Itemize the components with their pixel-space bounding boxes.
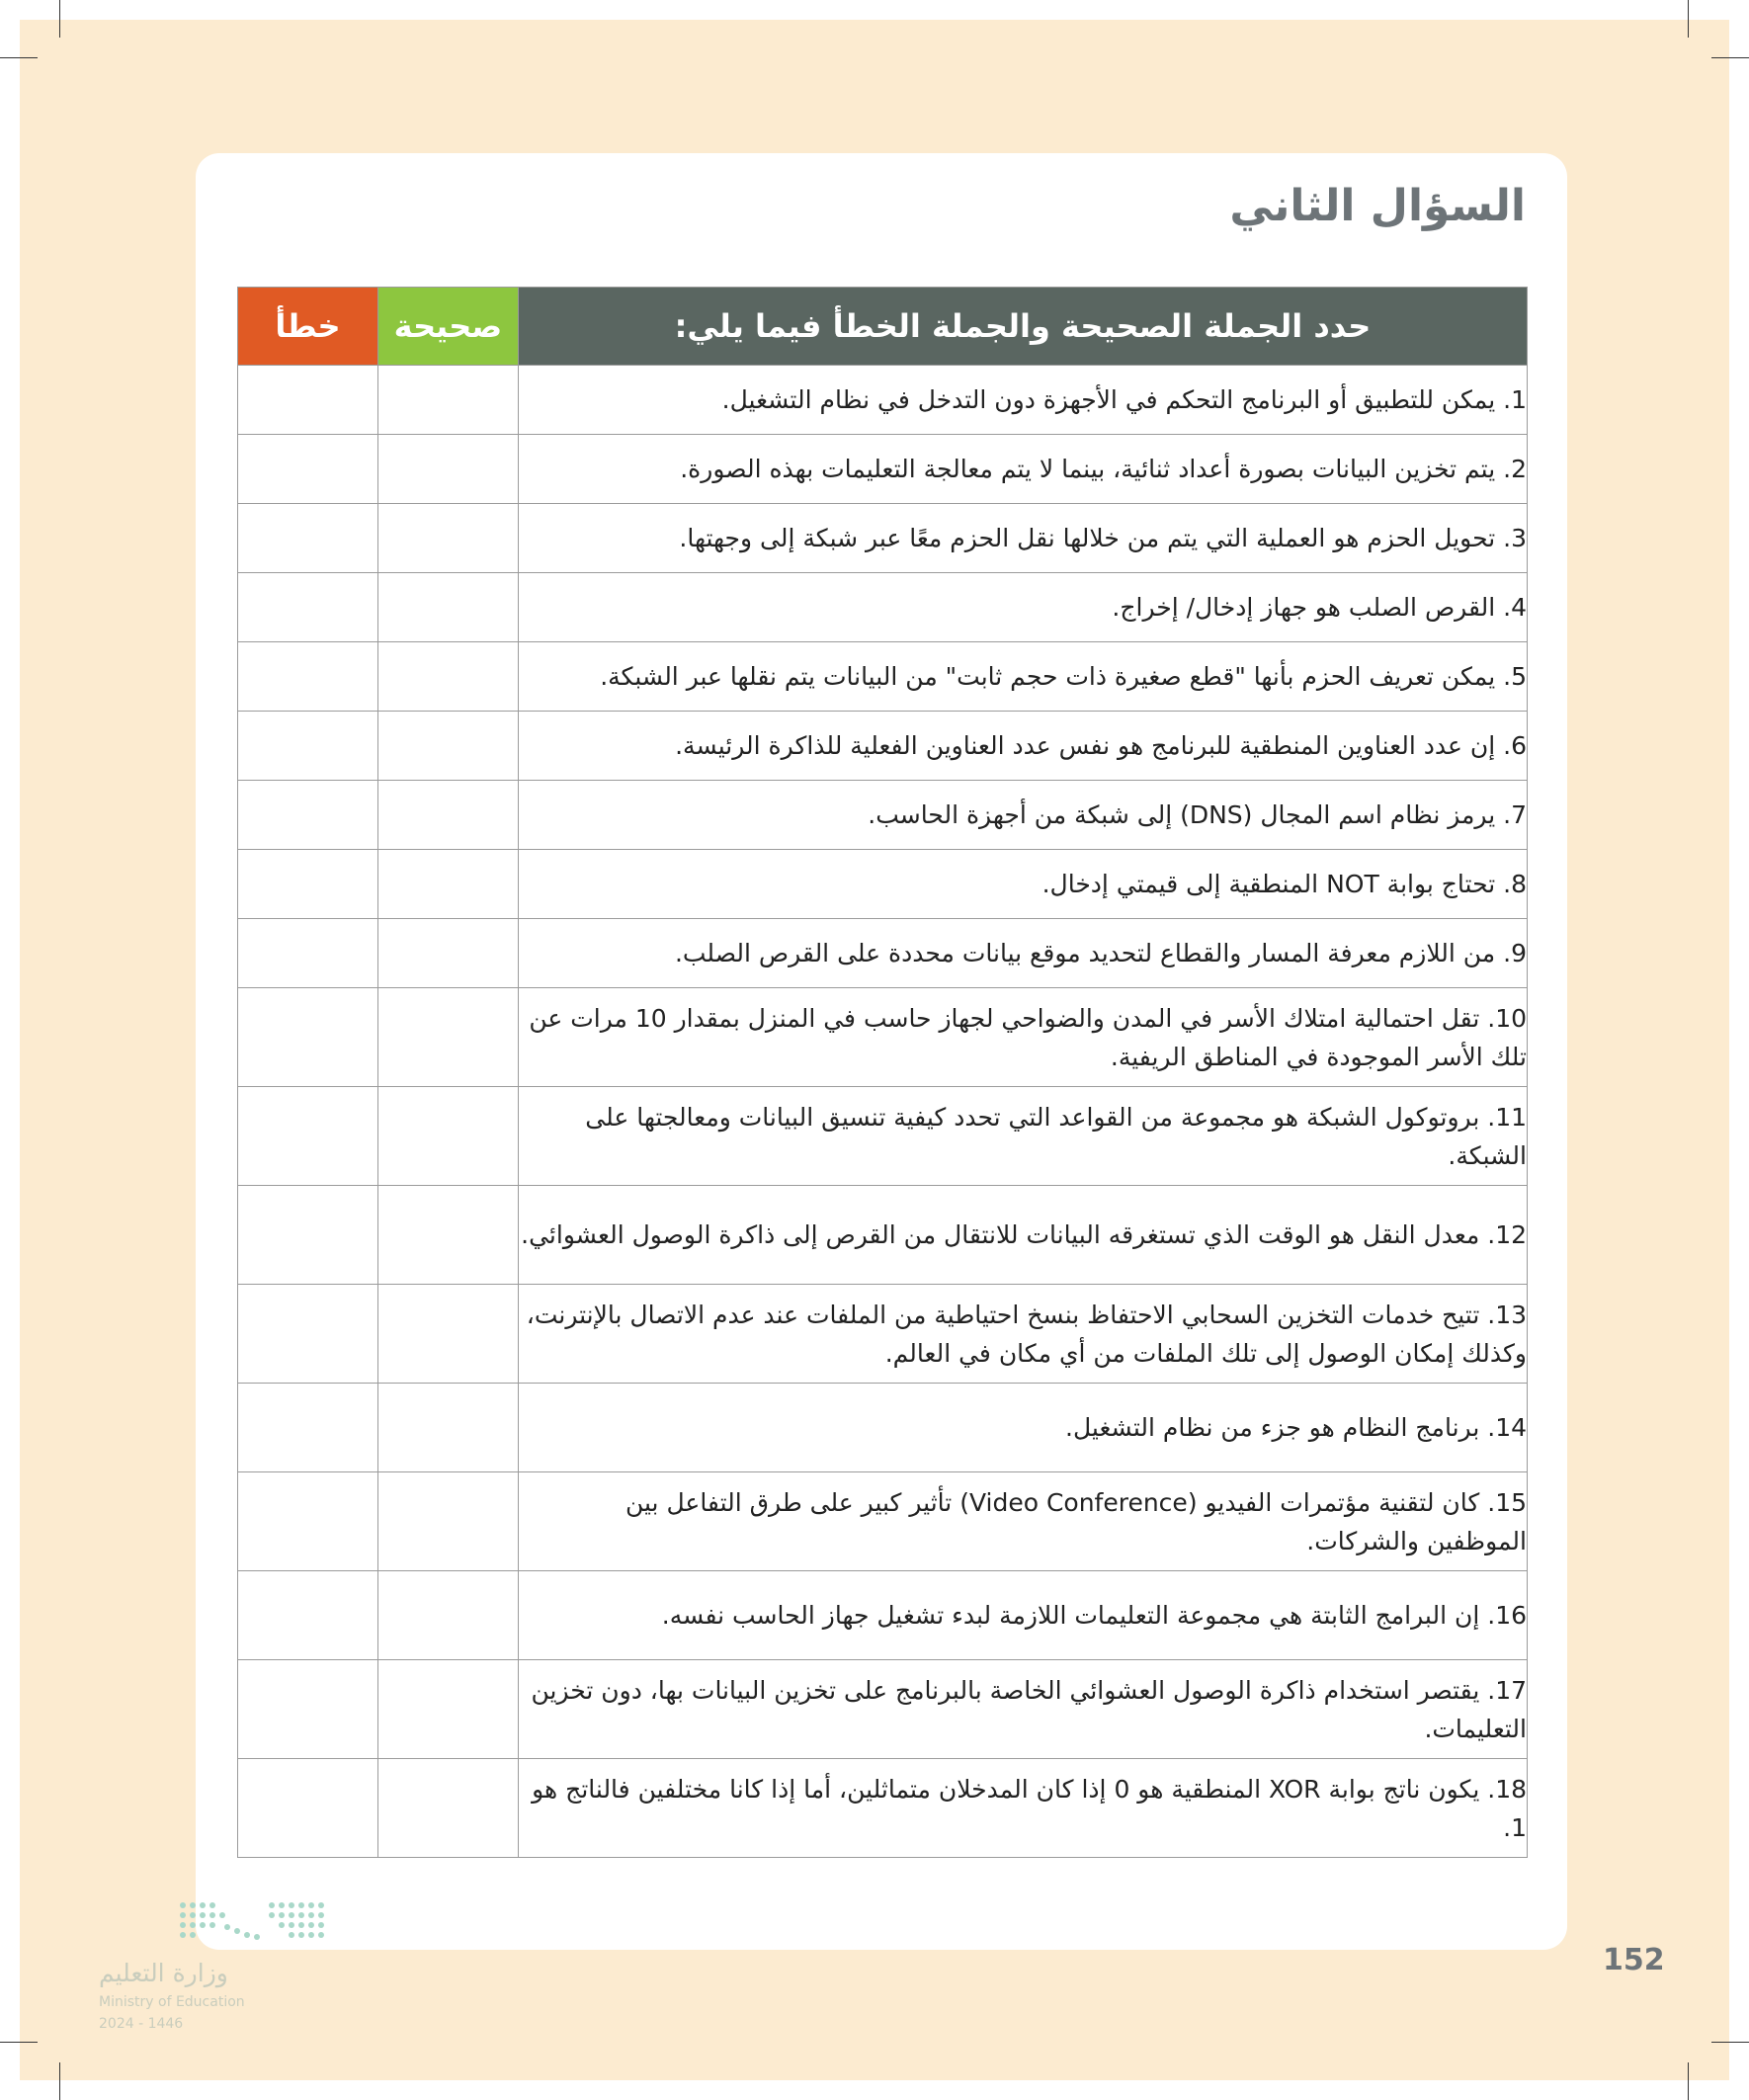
true-answer-box[interactable] xyxy=(377,366,518,435)
question-number: 3. xyxy=(1503,524,1527,552)
true-answer-box[interactable] xyxy=(377,504,518,573)
crop-mark xyxy=(1711,57,1749,58)
crop-mark xyxy=(59,2062,60,2100)
question-cell xyxy=(518,504,1527,573)
true-answer-box[interactable] xyxy=(377,1660,518,1759)
question-text: تحتاج بوابة NOT المنطقية إلى قيمتي إدخال. xyxy=(1041,870,1496,898)
question-cell xyxy=(518,1660,1527,1759)
question-number: 9. xyxy=(1503,939,1527,967)
table-row xyxy=(238,642,1528,712)
false-answer-box[interactable] xyxy=(238,712,378,781)
question-text: إن البرامج الثابتة هي مجموعة التعليمات اللازمة لبدء تشغيل جهاز الحاسب نفسه. xyxy=(661,1601,1480,1630)
question-cell xyxy=(518,1186,1527,1285)
table-row xyxy=(238,850,1528,919)
false-answer-box[interactable] xyxy=(238,1759,378,1858)
false-answer-box[interactable] xyxy=(238,504,378,573)
question-text: كان لتقنية مؤتمرات الفيديو (Video Conference) تأثير كبير على طرق التفاعل بين الموظفين والشركات. xyxy=(625,1487,1527,1555)
logo-year-text: 2024 - 1446 xyxy=(99,2016,184,2032)
question-cell xyxy=(518,988,1527,1087)
table-row xyxy=(238,712,1528,781)
true-answer-box[interactable] xyxy=(377,1186,518,1285)
crop-mark xyxy=(1711,2042,1749,2043)
section-title: السؤال الثاني xyxy=(1229,181,1526,231)
false-answer-box[interactable] xyxy=(238,781,378,850)
question-text: يرمز نظام اسم المجال (DNS) إلى شبكة من أجهزة الحاسب. xyxy=(868,800,1496,829)
question-text: بروتوكول الشبكة هو مجموعة من القواعد التي تحدد كيفية تنسيق البيانات ومعالجتها على الشبكة. xyxy=(585,1102,1527,1170)
true-answer-box[interactable] xyxy=(377,1384,518,1472)
table-row xyxy=(238,435,1528,504)
true-answer-box[interactable] xyxy=(377,642,518,712)
table-row xyxy=(238,988,1528,1087)
false-answer-box[interactable] xyxy=(238,988,378,1087)
true-answer-box[interactable] xyxy=(377,850,518,919)
question-number: 7. xyxy=(1503,800,1527,829)
table-row xyxy=(238,504,1528,573)
table-row xyxy=(238,1285,1528,1384)
question-number: 13. xyxy=(1487,1300,1527,1329)
question-cell xyxy=(518,850,1527,919)
question-text: برنامج النظام هو جزء من نظام التشغيل. xyxy=(1065,1413,1480,1442)
table-row xyxy=(238,573,1528,642)
true-answer-box[interactable] xyxy=(377,1759,518,1858)
crop-mark xyxy=(0,57,38,58)
crop-mark xyxy=(1688,2062,1689,2100)
crop-mark xyxy=(1688,0,1689,38)
false-answer-box[interactable] xyxy=(238,1571,378,1660)
question-number: 8. xyxy=(1503,870,1527,898)
table-row xyxy=(238,1186,1528,1285)
table-row xyxy=(238,781,1528,850)
false-answer-box[interactable] xyxy=(238,1186,378,1285)
question-text: من اللازم معرفة المسار والقطاع لتحديد موقع بيانات محددة على القرص الصلب. xyxy=(674,939,1496,967)
true-answer-box[interactable] xyxy=(377,1472,518,1571)
header-false: خطأ xyxy=(238,288,378,366)
question-number: 4. xyxy=(1503,593,1527,622)
true-answer-box[interactable] xyxy=(377,573,518,642)
question-cell xyxy=(518,1384,1527,1472)
question-cell xyxy=(518,1472,1527,1571)
question-number: 17. xyxy=(1487,1675,1527,1705)
question-cell xyxy=(518,435,1527,504)
logo-dots-icon xyxy=(173,1897,331,1947)
question-number: 5. xyxy=(1503,662,1527,691)
question-number: 6. xyxy=(1503,731,1527,760)
table-row xyxy=(238,919,1528,988)
question-text: تحويل الحزم هو العملية التي يتم من خلالها نقل الحزم معًا عبر شبكة إلى وجهتها. xyxy=(679,524,1496,552)
question-text: يكون ناتج بوابة XOR المنطقية هو 0 إذا كان المدخلان متماثلين، أما إذا كانا مختلفين فالناتج هو 1. xyxy=(532,1774,1527,1842)
false-answer-box[interactable] xyxy=(238,1285,378,1384)
question-text: معدل النقل هو الوقت الذي تستغرقه البيانات للانتقال من القرص إلى ذاكرة الوصول العشوائي. xyxy=(521,1220,1480,1249)
question-text: تقل احتمالية امتلاك الأسر في المدن والضواحي لجهاز حاسب في المنزل بمقدار 10 مرات عن تلك الأسر الموجودة في المناطق الريفية. xyxy=(529,1003,1527,1071)
true-false-table xyxy=(237,287,1528,1858)
question-number: 18. xyxy=(1487,1774,1527,1804)
false-answer-box[interactable] xyxy=(238,1384,378,1472)
table-row xyxy=(238,1759,1528,1858)
question-cell xyxy=(518,712,1527,781)
question-number: 2. xyxy=(1503,455,1527,483)
false-answer-box[interactable] xyxy=(238,1472,378,1571)
header-question: حدد الجملة الصحيحة والجملة الخطأ فيما يلي: xyxy=(518,288,1527,366)
false-answer-box[interactable] xyxy=(238,366,378,435)
table-row xyxy=(238,366,1528,435)
question-cell xyxy=(518,1571,1527,1660)
true-answer-box[interactable] xyxy=(377,1087,518,1186)
false-answer-box[interactable] xyxy=(238,435,378,504)
question-cell xyxy=(518,1285,1527,1384)
table-row xyxy=(238,1660,1528,1759)
question-number: 14. xyxy=(1487,1413,1527,1442)
true-answer-box[interactable] xyxy=(377,988,518,1087)
question-cell xyxy=(518,781,1527,850)
logo-arabic-text: وزارة التعليم xyxy=(99,1959,228,1987)
table-row xyxy=(238,1087,1528,1186)
question-text: يمكن للتطبيق أو البرنامج التحكم في الأجهزة دون التدخل في نظام التشغيل. xyxy=(721,385,1496,414)
question-number: 15. xyxy=(1487,1487,1527,1517)
question-cell xyxy=(518,366,1527,435)
table-row xyxy=(238,1384,1528,1472)
false-answer-box[interactable] xyxy=(238,573,378,642)
crop-mark xyxy=(0,2042,38,2043)
table-row xyxy=(238,1571,1528,1660)
true-answer-box[interactable] xyxy=(377,1285,518,1384)
page-number: 152 xyxy=(1603,1943,1665,1977)
table-header-row xyxy=(238,288,1528,366)
true-answer-box[interactable] xyxy=(377,435,518,504)
question-cell xyxy=(518,919,1527,988)
false-answer-box[interactable] xyxy=(238,1087,378,1186)
question-number: 12. xyxy=(1487,1220,1527,1249)
question-cell xyxy=(518,1759,1527,1858)
question-text: يقتصر استخدام ذاكرة الوصول العشوائي الخاصة بالبرنامج على تخزين البيانات بها، دون تخزين التعليمات. xyxy=(531,1675,1527,1743)
question-text: يتم تخزين البيانات بصورة أعداد ثنائية، بينما لا يتم معالجة التعليمات بهذه الصورة. xyxy=(680,455,1496,483)
question-text: تتيح خدمات التخزين السحابي الاحتفاظ بنسخ احتياطية من الملفات عند عدم الاتصال بالإنترنت، وكذلك إمكان الوصول إلى تلك الملفات من أي مكان في العالم. xyxy=(526,1300,1527,1368)
true-answer-box[interactable] xyxy=(377,919,518,988)
question-cell xyxy=(518,573,1527,642)
true-answer-box[interactable] xyxy=(377,1571,518,1660)
true-answer-box[interactable] xyxy=(377,781,518,850)
header-true: صحيحة xyxy=(377,288,518,366)
question-text: القرص الصلب هو جهاز إدخال/ إخراج. xyxy=(1112,593,1496,622)
question-number: 1. xyxy=(1503,385,1527,414)
true-answer-box[interactable] xyxy=(377,712,518,781)
crop-mark xyxy=(59,0,60,38)
question-text: يمكن تعريف الحزم بأنها "قطع صغيرة ذات حجم ثابت" من البيانات يتم نقلها عبر الشبكة. xyxy=(600,662,1496,691)
question-cell xyxy=(518,1087,1527,1186)
question-text: إن عدد العناوين المنطقية للبرنامج هو نفس عدد العناوين الفعلية للذاكرة الرئيسة. xyxy=(675,731,1496,760)
logo-english-text: Ministry of Education xyxy=(99,1994,245,2010)
false-answer-box[interactable] xyxy=(238,850,378,919)
table-row xyxy=(238,1472,1528,1571)
question-number: 10. xyxy=(1487,1003,1527,1033)
false-answer-box[interactable] xyxy=(238,642,378,712)
question-number: 11. xyxy=(1487,1102,1527,1132)
question-number: 16. xyxy=(1487,1601,1527,1630)
false-answer-box[interactable] xyxy=(238,919,378,988)
question-cell xyxy=(518,642,1527,712)
false-answer-box[interactable] xyxy=(238,1660,378,1759)
